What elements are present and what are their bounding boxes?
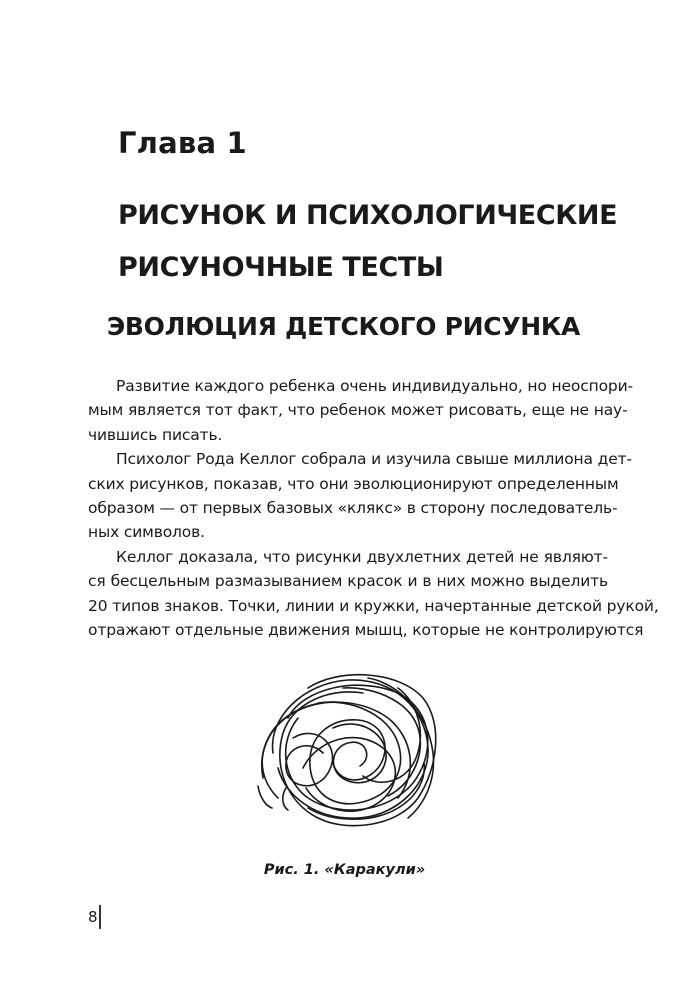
scribble-illustration: [248, 658, 448, 836]
text-line: Развитие каждого ребенка очень индивидуально, но неоспори-: [116, 377, 633, 395]
text-line: ных символов.: [88, 523, 205, 542]
section-heading: ЭВОЛЮЦИЯ ДЕТСКОГО РИСУНКА: [106, 312, 581, 341]
text-line: отражают отдельные движения мышц, которые не контролируются: [88, 620, 644, 639]
text-line: Психолог Рода Келлог собрала и изучила свыше миллиона дет-: [116, 450, 632, 469]
chapter-title-line: РИСУНОК И ПСИХОЛОГИЧЕСКИЕ: [118, 200, 618, 231]
text-line: Келлог доказала, что рисунки двухлетних детей не являют-: [116, 547, 608, 566]
body-text: [88, 374, 659, 642]
text-line: ся бесцельным размазыванием красок и в них можно выделить: [88, 572, 608, 591]
text-line: 20 типов знаков. Точки, линии и кружки, начертанные детской рукой,: [88, 596, 659, 615]
text-line: образом — от первых базовых «клякс» в сторону последователь-: [88, 498, 618, 517]
figure-caption: Рис. 1. «Каракули»: [263, 862, 426, 878]
text-line: мым является тот факт, что ребенок может рисовать, еще не нау-: [88, 401, 628, 420]
chapter-label: Глава 1: [118, 126, 247, 160]
page-number: 8: [88, 908, 98, 926]
page-number-separator: [99, 905, 101, 929]
text-line: чившись писать.: [88, 425, 223, 444]
chapter-title-line: РИСУНОЧНЫЕ ТЕСТЫ: [118, 252, 444, 283]
chapter-title: [118, 190, 617, 294]
text-line: ских рисунков, показав, что они эволюционируют определенным: [88, 474, 619, 493]
